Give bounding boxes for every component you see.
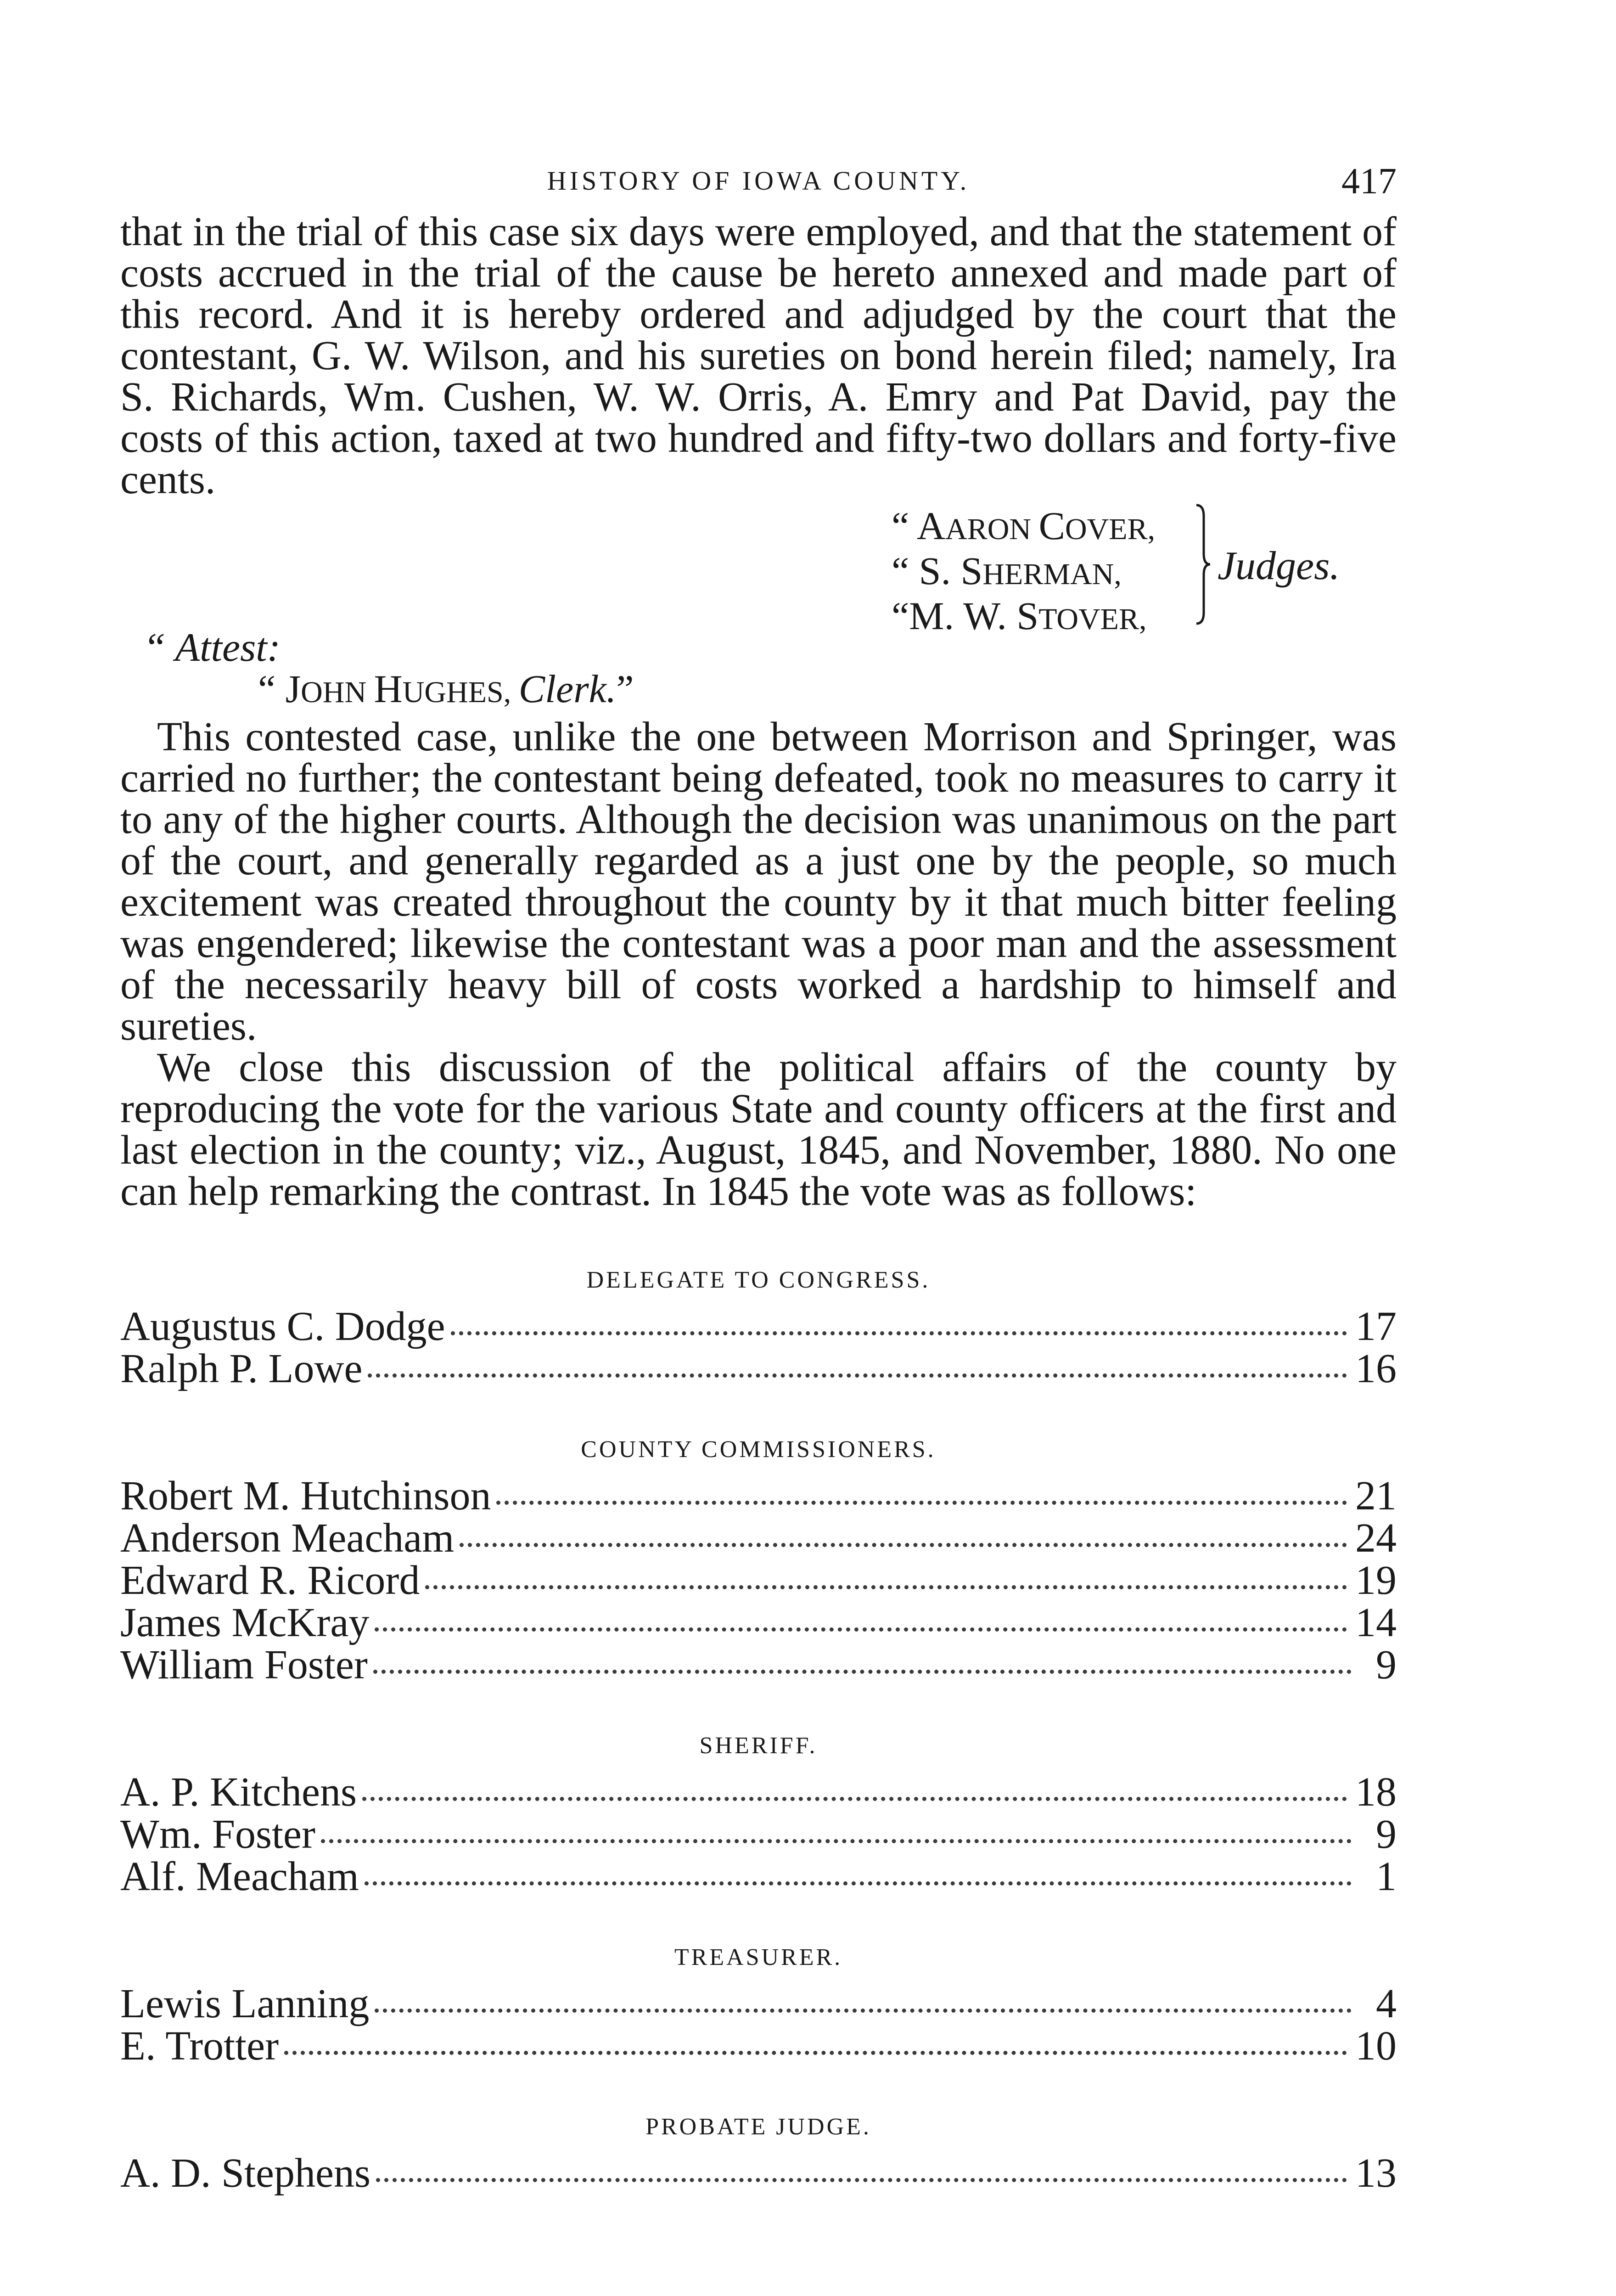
candidate-name: Augustus C. Dodge	[120, 1304, 445, 1349]
candidate-row	[120, 1813, 1397, 1856]
dot-leader	[362, 1797, 1347, 1801]
vote-count: 17	[1355, 1304, 1397, 1349]
vote-count: 10	[1355, 2023, 1397, 2069]
candidate-row	[120, 1771, 1397, 1813]
dot-leader	[451, 1331, 1347, 1335]
dot-leader	[375, 2009, 1352, 2013]
book-page	[120, 161, 1397, 2195]
candidate-row	[120, 1475, 1397, 1517]
right-brace-icon	[1195, 502, 1213, 626]
candidate-row	[120, 1983, 1397, 2025]
dot-leader	[373, 1670, 1352, 1674]
vote-count: 14	[1355, 1600, 1397, 1645]
candidate-name: E. Trotter	[120, 2023, 279, 2069]
judge-aaron-cover: “ AARON COVER,	[892, 504, 1156, 548]
running-head	[120, 161, 1397, 211]
candidate-list	[120, 1983, 1397, 2067]
dot-leader	[321, 1839, 1352, 1843]
vote-count: 9	[1376, 1812, 1397, 1857]
vote-count: 18	[1355, 1769, 1397, 1815]
vote-count: 9	[1376, 1642, 1397, 1688]
candidate-name: William Foster	[120, 1642, 368, 1688]
dot-leader	[375, 1627, 1347, 1632]
office-heading: TREASURER.	[674, 1944, 843, 1970]
judges-label: Judges.	[1218, 544, 1340, 588]
dot-leader	[284, 2051, 1347, 2055]
candidate-row	[120, 1856, 1397, 1898]
candidate-name: Lewis Lanning	[120, 1981, 370, 2026]
candidate-row	[120, 1602, 1397, 1644]
vote-count: 16	[1355, 1346, 1397, 1391]
candidate-row	[120, 1517, 1397, 1559]
vote-count: 19	[1355, 1558, 1397, 1603]
body-text	[120, 716, 1397, 1212]
candidate-list	[120, 1771, 1397, 1898]
candidate-name: Ralph P. Lowe	[120, 1346, 363, 1391]
judge-s-sherman: “ S. SHERMAN,	[892, 549, 1122, 593]
candidate-name: A. P. Kitchens	[120, 1769, 357, 1815]
office-heading: COUNTY COMMISSIONERS.	[581, 1436, 936, 1463]
paragraph-vote-intro: We close this discussion of the political affairs of the county by reproducing the vote for the various State and county officers at the first and last election in the county; viz., August, 1845, and November, 1880. No one can help remarking the contrast. In 1845 the vote was as follows:	[120, 1045, 1397, 1214]
office-heading: PROBATE JUDGE.	[645, 2114, 871, 2140]
office-heading: SHERIFF.	[699, 1733, 818, 1759]
dot-leader	[425, 1585, 1347, 1589]
candidate-row	[120, 1644, 1397, 1686]
opening-paragraph: that in the trial of this case six days were employed, and that the statement of costs accrued in the trial of the cause be hereto annexed and made part of this record. And it is hereby ordered and adjudged by the court that the contestant, G. W. Wilson, and his sureties on bond herein filed; namely, Ira S. Richards, Wm. Cushen, W. W. Orris, A. Emry and Pat David, pay the costs of this action, taxed at two hundred and fifty-two dollars and forty-five cents.	[120, 209, 1397, 502]
page-number: 417	[1341, 161, 1397, 202]
clerk-signature: “ JOHN HUGHES, Clerk.”	[258, 667, 634, 711]
vote-count: 4	[1376, 1981, 1397, 2026]
dot-leader	[368, 1373, 1347, 1378]
dot-leader	[365, 1881, 1352, 1885]
candidate-row	[120, 2152, 1397, 2195]
candidate-name: Alf. Meacham	[120, 1854, 359, 1899]
vote-count: 1	[1376, 1854, 1397, 1899]
candidate-row	[120, 2025, 1397, 2067]
judges-list	[892, 505, 1155, 640]
vote-count: 24	[1355, 1515, 1397, 1561]
office-heading: DELEGATE TO CONGRESS.	[586, 1267, 931, 1293]
candidate-list	[120, 1475, 1397, 1686]
vote-count: 21	[1355, 1473, 1397, 1519]
dot-leader	[496, 1501, 1347, 1505]
signature-block	[120, 501, 1397, 711]
candidate-name: Robert M. Hutchinson	[120, 1473, 491, 1519]
attest-label: “ Attest:	[143, 625, 281, 670]
candidate-list	[120, 1306, 1397, 1390]
dot-leader	[376, 2178, 1347, 2182]
candidate-row	[120, 1559, 1397, 1602]
candidate-name: Edward R. Ricord	[120, 1558, 420, 1603]
vote-count: 13	[1355, 2150, 1397, 2196]
paragraph-contested-case: This contested case, unlike the one between Morrison and Springer, was carried no further; the contestant being defeated, took no measures to carry it to any of the higher courts. Although the decision was unanimous on the part of the court, and generally regarded as a just one by the people, so much excitement was created throughout the county by it that much bitter feeling was engendered; likewise the contestant was a poor man and the assessment of the necessarily heavy bill of costs worked a hardship to himself and sureties.	[120, 714, 1397, 1049]
candidate-name: A. D. Stephens	[120, 2150, 370, 2196]
running-title: HISTORY OF IOWA COUNTY.	[547, 166, 970, 196]
dot-leader	[460, 1543, 1347, 1547]
candidate-list	[120, 2152, 1397, 2195]
candidate-row	[120, 1348, 1397, 1390]
candidate-row	[120, 1306, 1397, 1348]
candidate-name: James McKray	[120, 1600, 370, 1645]
candidate-name: Anderson Meacham	[120, 1515, 454, 1561]
candidate-name: Wm. Foster	[120, 1812, 315, 1857]
election-results	[120, 1266, 1397, 2195]
judge-m-w-stover: “M. W. STOVER,	[892, 594, 1147, 638]
